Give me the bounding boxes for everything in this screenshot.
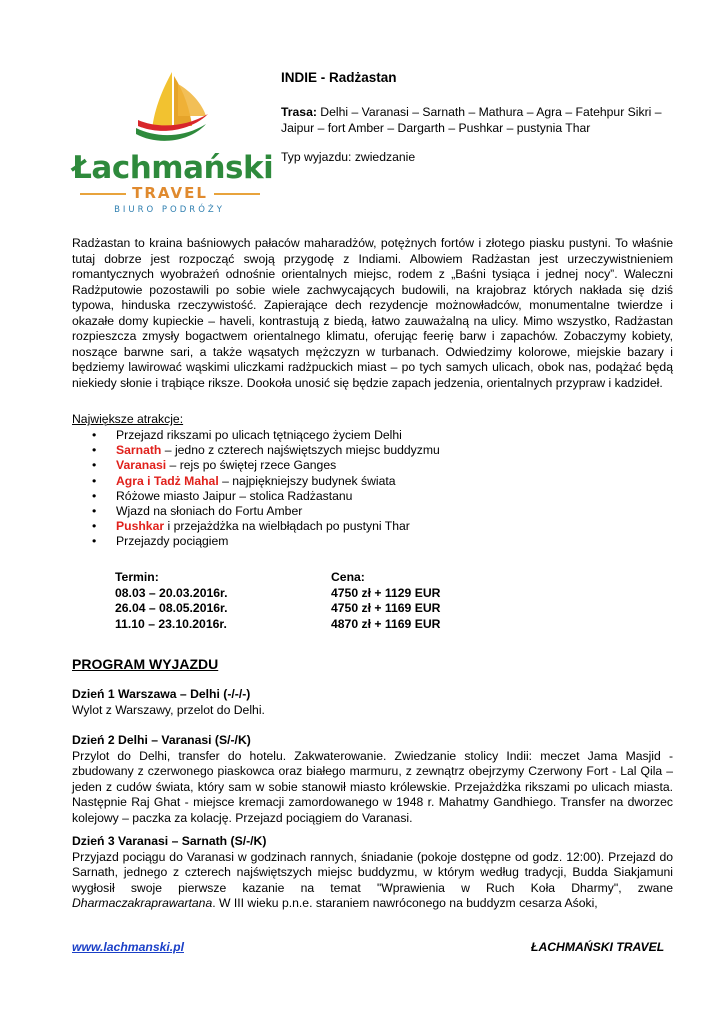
- program-heading: PROGRAM WYJAZDU: [72, 656, 219, 672]
- route-label: Trasa:: [281, 105, 317, 119]
- cena-label: Cena:: [331, 570, 365, 584]
- day-1-section: [72, 687, 673, 718]
- day-text: Przylot do Delhi, transfer do hotelu. Zakwaterowanie. Zwiedzanie stolicy Indii: meczet Jama Masjid - zbudowany z czerwonego piaskowca oraz białego marmuru, z zewnątrz obejrzymy Czerwony Fort - Lal Qila – jeden z cudów świata, który sam w sobie stanowił miasto królewskie. Przejażdżka rikszami po ulicach miasta. Następnie Raj Ghat - miejsce kremacji zamordowanego w 1948 r. Mahatmy Gandhiego. Transfer na dworzec kolejowy – paczka za kolację. Przejazd pociągiem do Varanasi.: [72, 748, 673, 825]
- trip-type: Typ wyjazdu: zwiedzanie: [281, 150, 416, 164]
- day-2-section: [72, 733, 673, 826]
- termin-value: 11.10 – 23.10.2016r.: [115, 616, 227, 631]
- termin-column: [115, 570, 228, 632]
- footer-brand: ŁACHMAŃSKI TRAVEL: [531, 940, 665, 954]
- list-item: • Różowe miasto Jaipur – stolica Radżastanu: [72, 489, 632, 504]
- route-text: Delhi – Varanasi – Sarnath – Mathura – Agra – Fatehpur Sikri – Jaipur – fort Amber – Dargarth – Pushkar – pustynia Thar: [281, 105, 662, 135]
- list-item: • Varanasi – rejs po świętej rzece Ganges: [72, 458, 632, 473]
- page-title: INDIE - Radżastan: [281, 70, 397, 85]
- cena-value: 4870 zł + 1169 EUR: [331, 616, 441, 631]
- day-title: Dzień 3 Varanasi – Sarnath (S/-/K): [72, 834, 267, 848]
- termin-label: Termin:: [115, 570, 159, 584]
- logo-wordmark: Łachmański: [72, 150, 274, 186]
- day-3-section: [72, 834, 673, 912]
- sail-flame-icon: [132, 70, 212, 148]
- intro-paragraph: Radżastan to kraina baśniowych pałaców maharadżów, potężnych fortów i złotego piasku pustyni. To właśnie tutaj dobrze jest rozpocząć swoją przygodę z Indiami. Albowiem Radżastan jest urzeczywistnieniem romantycznych wyobrażeń odnośnie orientalnych miejsc, rodem z „Baśni tysiąca i jednej nocy”. Waleczni Radżputowie pozostawili po sobie wiele zachwycających budowili, na krajobraz których nakłada się dziś typowa, hinduska rzeczywistość. Zapierające dech rezydencje możnowładców, monumentalne twierdze i okazałe domy kupieckie – haveli, kontrastują z biedą, łatwo zauważalną na ulicy. Mimo wszystko, Radżastan rozpieszcza zmysły bogactwem orientalnego klimatu, oferując feerię barw i zapachów. Zobaczymy kobiety, noszące barwne sari, a także wąsatych mężczyzn w turbanach. Odwiedzimy kolorowe, miejskie bazary i będziemy lawirować wąskimi uliczkami radżpuckich miast – po tych samych ulicach, obok nas, podążać będą niekiedy słonie i trąbiące riksze. Dookoła unosić się będzie zapach jedzenia, orientalnych przypraw i kadzideł.: [72, 236, 673, 390]
- attractions-list: [72, 428, 632, 550]
- list-item: • Sarnath – jedno z czterech najświętszych miejsc buddyzmu: [72, 443, 632, 458]
- list-item: • Wjazd na słoniach do Fortu Amber: [72, 504, 632, 519]
- list-item: • Przejazd rikszami po ulicach tętniącego życiem Delhi: [72, 428, 632, 443]
- cena-column: [331, 570, 440, 632]
- attractions-heading: Największe atrakcje:: [72, 412, 184, 426]
- cena-value: 4750 zł + 1129 EUR: [331, 585, 441, 600]
- day-text: Wylot z Warszawy, przelot do Delhi.: [72, 702, 265, 717]
- route-line: [281, 104, 673, 136]
- logo-travel-row: [80, 184, 260, 202]
- day-title: Dzień 1 Warszawa – Delhi (-/-/-): [72, 687, 251, 701]
- day-text: Przyjazd pociągu do Varanasi w godzinach rannych, śniadanie (pokoje dostępne od godz. 12:00). Przejazd do Sarnath, jednego z czterech najświętszych miejsc buddyzmu, w którym według tradycji, Budda Siakjamuni wygłosił swoje pierwsze kazanie na temat "Wprawienia w Ruch Koła Dharmy", zwane Dharmaczakraprawartana. W III wieku p.n.e. staraniem nawróconego na buddyzm cesarza Aśoki,: [72, 849, 673, 910]
- list-item: • Pushkar i przejażdżka na wielbłądach po pustyni Thar: [72, 519, 632, 534]
- logo-travel-text: TRAVEL: [132, 184, 208, 202]
- list-item: • Agra i Tadż Mahal – najpiękniejszy budynek świata: [72, 474, 632, 489]
- list-item: • Przejazdy pociągiem: [72, 534, 632, 549]
- company-logo: [72, 70, 274, 220]
- day-title: Dzień 2 Delhi – Varanasi (S/-/K): [72, 733, 251, 747]
- website-link[interactable]: www.lachmanski.pl: [72, 940, 184, 954]
- termin-value: 26.04 – 08.05.2016r.: [115, 601, 228, 615]
- termin-value: 08.03 – 20.03.2016r.: [115, 585, 228, 600]
- logo-subtitle: BIURO PODRÓŻY: [114, 205, 225, 215]
- cena-value: 4750 zł + 1169 EUR: [331, 601, 441, 615]
